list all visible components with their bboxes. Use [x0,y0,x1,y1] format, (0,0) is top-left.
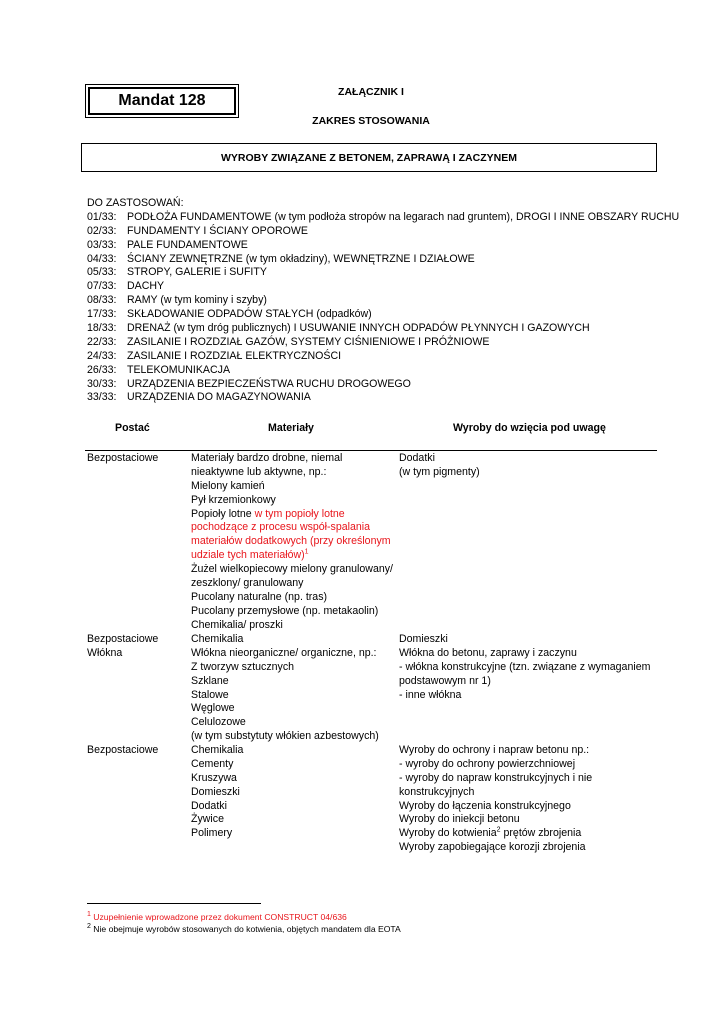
footnote-2 [87,924,401,934]
group1-products [399,452,480,480]
use-code: 30/33: [87,377,117,390]
material-line: Włókna nieorganiczne/ organiczne, np.: [191,646,377,659]
use-code: 08/33: [87,294,117,307]
product-line: Dodatki [399,452,435,464]
section-title: WYROBY ZWIĄZANE Z BETONEM, ZAPRAWĄ I ZACZYNEM [221,151,517,164]
use-code: 01/33: [87,210,117,223]
use-item [87,391,687,405]
footnote-ref-1: 1 [304,548,309,556]
product-line: Wyroby do iniekcji betonu [399,813,520,826]
mandat-box [85,84,239,118]
group3-materials [191,744,243,841]
material-line: (w tym substytuty włókien azbestowych) [191,730,379,743]
material-line: Szklane [191,674,229,687]
col-header-products: Wyroby do wzięcia pod uwagę [453,422,606,434]
use-code: 07/33: [87,280,117,293]
footnote-1-text: Uzupełnienie wprowadzone przez dokument CONSTRUCT 04/636 [90,912,347,922]
product-line: - włókna konstrukcyjne (tzn. związane z wymaganiem [399,660,651,673]
material-amendment-text: udziale tych materiałów) [191,549,305,562]
uses-heading: DO ZASTOSOWAŃ: [87,197,184,209]
footnote-1 [87,912,347,922]
material-line: Materiały bardzo drobne, niemal [191,452,343,464]
product-line: Wyroby zapobiegające korozji zbrojenia [399,841,586,854]
group1-form [87,452,158,466]
use-item [87,211,687,225]
product-text: prętów zbrojenia [500,827,582,840]
use-item [87,378,687,392]
col-header-materials: Materiały [268,422,314,434]
material-line: Żużel wielkopiecowy mielony granulowany/ [191,563,393,576]
material-text: Popioły lotne [191,507,255,520]
use-code: 05/33: [87,266,117,279]
product-line: (w tym pigmenty) [399,465,480,478]
group2-materials [191,633,379,744]
section-title-box [81,143,657,172]
footnote-2-text: Nie obejmuje wyrobów stosowanych do kotwienia, objętych mandatem dla EOTA [90,924,401,934]
material-line: Polimery [191,827,233,840]
product-line: - wyroby do napraw konstrukcyjnych i nie [399,771,593,784]
footnote-ref-2: 2 [496,826,501,834]
use-item [87,225,687,239]
use-text: TELEKOMUNIKACJA [127,363,231,376]
material-line: nieaktywne lub aktywne, np.: [191,465,327,478]
scope-title: ZAKRES STOSOWANIA [312,115,430,127]
uses-list [87,197,687,405]
product-line: Wyroby do łączenia konstrukcyjnego [399,799,571,812]
group2-products [399,633,650,702]
material-line: Z tworzyw sztucznych [191,660,295,673]
material-amendment: materiałów dodatkowych (przy określonym [191,535,391,548]
use-code: 17/33: [87,308,117,321]
footnote-divider [87,903,261,904]
use-item [87,364,687,378]
use-code: 02/33: [87,224,117,237]
form-cell: Bezpostaciowe [87,744,159,756]
form-cell: Włókna [87,646,123,659]
material-amendment: w tym popioły lotne [254,507,345,520]
use-item [87,350,687,364]
col-header-form: Postać [115,422,150,434]
use-item [87,322,687,336]
use-text: DACHY [127,280,165,293]
form-cell: Bezpostaciowe [87,452,159,464]
product-line: podstawowym nr 1) [399,674,491,687]
use-text: ZASILANIE I ROZDZIAŁ GAZÓW, SYSTEMY CIŚNIENIOWE I PRÓŻNIOWE [127,335,490,348]
use-text: PALE FUNDAMENTOWE [127,238,248,251]
material-amendment: pochodzące z procesu współ-spalania [191,521,371,534]
material-line: Chemikalia [191,744,244,756]
material-line: Domieszki [191,785,240,798]
material-line: Pucolany przemysłowe (np. metakaolin) [191,604,379,617]
product-line: Domieszki [399,633,448,645]
material-line: zeszklony/ granulowany [191,577,304,590]
use-code: 18/33: [87,322,117,335]
use-code: 24/33: [87,349,117,362]
use-text: SKŁADOWANIE ODPADÓW STAŁYCH (odpadków) [127,308,372,321]
material-line: Pucolany naturalne (np. tras) [191,590,328,603]
use-text: ZASILANIE I ROZDZIAŁ ELEKTRYCZNOŚCI [127,349,342,362]
use-text: STROPY, GALERIE i SUFITY [127,266,267,279]
footnote-1-number: 1 [87,911,91,919]
use-code: 26/33: [87,363,117,376]
use-code: 04/33: [87,252,117,265]
material-line: Cementy [191,757,234,770]
material-line [191,508,393,522]
use-text: RAMY (w tym kominy i szyby) [127,294,267,307]
product-line: Wyroby do ochrony i napraw betonu np.: [399,744,590,756]
product-line: Włókna do betonu, zaprawy i zaczynu [399,646,577,659]
use-item [87,308,687,322]
use-code: 03/33: [87,238,117,251]
group3-products [399,744,592,855]
annex-title: ZAŁĄCZNIK I [338,86,404,98]
use-item [87,294,687,308]
use-text: URZĄDZENIA DO MAGAZYNOWANIA [127,391,311,404]
group3-form [87,744,158,758]
product-text: Wyroby do kotwienia [399,827,497,840]
header-divider [85,450,657,451]
use-text: URZĄDZENIA BEZPIECZEŃSTWA RUCHU DROGOWEGO [127,377,411,390]
group2-form [87,633,158,661]
material-line: Celulozowe [191,716,246,729]
material-line: Pył krzemionkowy [191,493,276,506]
group1-materials [191,452,393,633]
material-amendment [191,549,393,563]
material-line: Żywice [191,813,224,826]
product-line: konstrukcyjnych [399,785,475,798]
use-text: DRENAŻ (w tym dróg publicznych) I USUWANIE INNYCH ODPADÓW PŁYNNYCH I GAZOWYCH [127,322,590,335]
mandat-title: Mandat 128 [88,87,236,115]
product-line: - inne włókna [399,688,462,701]
product-line [399,827,592,841]
product-line: - wyroby do ochrony powierzchniowej [399,757,576,770]
material-line: Dodatki [191,799,227,812]
material-line: Mielony kamień [191,479,265,492]
use-text: PODŁOŻA FUNDAMENTOWE (w tym podłoża stropów na legarach nad gruntem), DROGI I INNE OBSZARY RUCHU [127,210,680,223]
material-line: Stalowe [191,688,229,701]
use-item [87,266,687,280]
material-line: Chemikalia [191,633,244,645]
material-line: Węglowe [191,702,235,715]
use-text: ŚCIANY ZEWNĘTRZNE (w tym okładziny), WEWNĘTRZNE I DZIAŁOWE [127,252,475,265]
material-line: Kruszywa [191,771,237,784]
use-text: FUNDAMENTY I ŚCIANY OPOROWE [127,224,308,237]
use-item [87,253,687,267]
use-code: 22/33: [87,335,117,348]
material-line: Chemikalia/ proszki [191,618,283,631]
use-item [87,336,687,350]
use-item [87,280,687,294]
use-code: 33/33: [87,391,117,404]
footnote-2-number: 2 [87,923,91,931]
use-item [87,239,687,253]
form-cell: Bezpostaciowe [87,633,159,645]
